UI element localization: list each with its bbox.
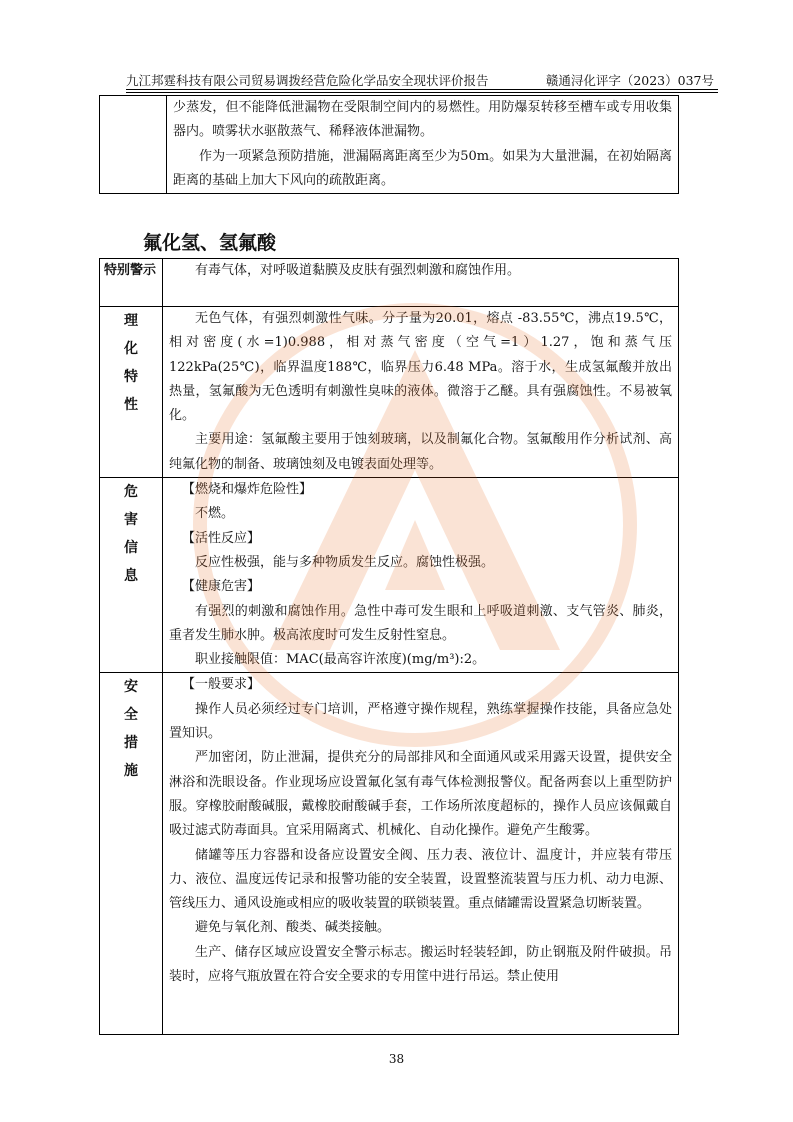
hazards-line: 反应性极强，能与多种物质发生反应。腐蚀性极强。 [195,554,495,570]
hazards-line: 职业接触限值：MAC(最高容许浓度)(mg/m³):2。 [195,652,486,668]
hazards-label-char: 危 [124,484,138,501]
safety-label-char: 措 [124,735,138,752]
safety-label-char: 安 [124,679,138,696]
warning-content [163,259,679,307]
properties-label-char: 化 [124,341,138,357]
hazards-line: 不燃。 [195,506,235,522]
safety-label-char: 全 [124,707,138,724]
safety-line: 严加密闭，防止泄漏，提供充分的局部排风和全面通风或采用露天设置，提供安全淋浴和洗眼设备。作业现场应设置氟化氢有毒气体检测报警仪。配备两套以上重型防护服。穿橡胶耐酸碱服，戴橡胶耐酸碱手套，工作场所浓度超标的，操作人员应该佩戴自吸过滤式防毒面具。宜采用隔离式、机械化、自动化操作。避免产生酸雾。 [169,750,672,839]
continued-content-cell [167,96,679,194]
properties-paragraph: 主要用途：氢氟酸主要用于蚀刻玻璃，以及制氟化合物。氢氟酸用作分析试剂、高纯氟化物的制备、玻璃蚀刻及电镀表面处理等。 [169,432,672,472]
header-report-code: 赣通浔化评字（2023）037号 [545,73,714,88]
safety-label-char: 施 [124,763,138,780]
hazards-label-char: 害 [124,512,138,529]
hazards-label-char: 信 [124,540,138,557]
safety-line: 【一般要求】 [182,677,261,693]
hazards-label [100,478,163,673]
page-number: 38 [388,1052,405,1066]
hazards-line: 【燃烧和爆炸危险性】 [182,482,313,498]
hazards-line: 【活性反应】 [182,530,261,546]
continued-paragraph: 少蒸发，但不能降低泄漏物在受限制空间内的易燃性。用防爆泵转移至槽车或专用收集器内。喷雾状水驱散蒸气、稀释液体泄漏物。 [173,100,672,140]
continued-table [99,95,679,194]
hazards-content [163,478,679,673]
properties-label [100,307,163,478]
safety-content [163,673,679,1035]
safety-line: 操作人员必须经过专门培训，严格遵守操作规程，熟练掌握操作技能，具备应急处置知识。 [169,701,672,742]
warning-text: 有毒气体，对呼吸道黏膜及皮肤有强烈刺激和腐蚀作用。 [195,263,521,278]
safety-line: 生产、储存区域应设置安全警示标志。搬运时轻装轻卸，防止钢瓶及附件破损。吊装时，应将气瓶放置在符合安全要求的专用筐中进行吊运。禁止使用 [169,944,672,985]
continued-paragraph: 作为一项紧急预防措施，泄漏隔离距离至少为50m。如果为大量泄漏，在初始隔离距离的基础上加大下风向的疏散距离。 [173,148,672,188]
hazards-line: 【健康危害】 [182,579,261,595]
hazards-label-char: 息 [124,568,138,585]
header-report-title: 九江邦霆科技有限公司贸易调拨经营危险化学品安全现状评价报告 [126,73,489,88]
page-header [126,72,718,90]
safety-line: 避免与氧化剂、酸类、碱类接触。 [195,920,391,936]
chemical-info-table [99,258,679,1035]
header-rule-thick [126,89,718,90]
properties-label-char: 特 [124,369,138,385]
properties-paragraph: 无色气体，有强烈刺激性气味。分子量为20.01，熔点 -83.55℃，沸点19.5℃，相对密度(水=1)0.988，相对蒸气密度（空气=1）1.27，饱和蒸气压122kPa(25℃)，临界温度188℃，临界压力6.48 MPa。溶于水，生成氢氟酸并放出热量，氢氟酸为无色透明有刺激性臭味的液体。微溶于乙醚。具有强腐蚀性。不易被氧化。 [169,311,672,424]
properties-label-char: 性 [124,397,138,413]
safety-line: 储罐等压力容器和设备应设置安全阀、压力表、液位计、温度计，并应装有带压力、液位、温度远传记录和报警功能的安全装置，设置整流装置与压力机、动力电源、管线压力、通风设施或相应的吸收装置的联锁装置。重点储罐需设置紧急切断装置。 [169,847,672,912]
properties-content [163,307,679,478]
safety-label [100,673,163,1035]
header-rule-thin [126,92,718,93]
warning-label: 特别警示 [100,259,163,307]
hazards-line: 有强烈的刺激和腐蚀作用。急性中毒可发生眼和上呼吸道刺激、支气管炎、肺炎，重者发生肺水肿。极高浓度时可发生反射性窒息。 [169,603,672,643]
section-title: 氟化氢、氢氟酸 [143,232,277,254]
continued-label-cell [100,96,167,194]
properties-label-char: 理 [124,313,138,329]
